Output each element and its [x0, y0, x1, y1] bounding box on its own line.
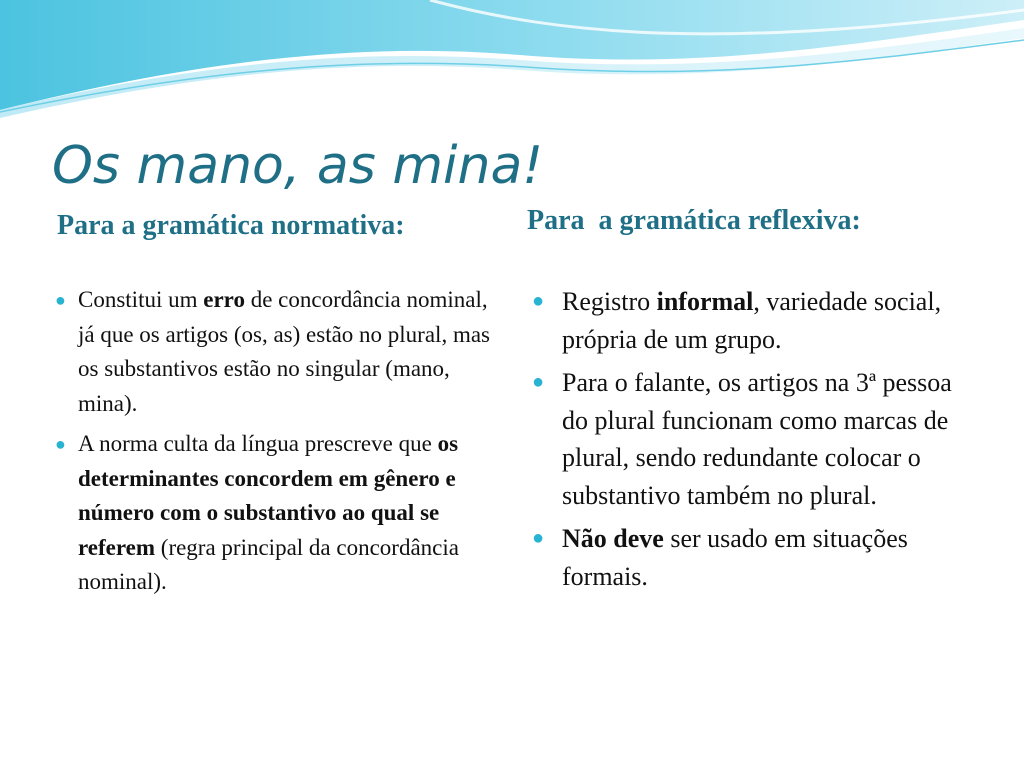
- bullet-dot-icon: ●: [55, 290, 66, 310]
- slide-title: Os mano, as mina!: [52, 136, 544, 196]
- list-item: ● Registro informal, variedade social, própria de um grupo.: [532, 283, 977, 358]
- header-wave-decoration: [0, 0, 1024, 130]
- bullet-dot-icon: ●: [532, 290, 545, 312]
- bullet-dot-icon: ●: [532, 527, 545, 549]
- bullet-dot-icon: ●: [532, 371, 545, 393]
- left-column-heading: Para a gramática normativa:: [57, 210, 405, 241]
- left-bullet-list: [55, 283, 500, 606]
- right-bullet-list: [532, 283, 977, 601]
- list-item: ● Não deve ser usado em situações formais.: [532, 520, 977, 595]
- right-column-heading: Para a gramática reflexiva:: [527, 205, 861, 236]
- list-item: ● Constitui um erro de concordância nominal, já que os artigos (os, as) estão no plural, mas os substantivos estão no singular (mano, mina).: [55, 283, 500, 421]
- list-item: ● A norma culta da língua prescreve que os determinantes concordem em gênero e número com o substantivo ao qual se referem (regra principal da concordância nominal).: [55, 427, 500, 600]
- bullet-dot-icon: ●: [55, 434, 66, 454]
- list-item: ● Para o falante, os artigos na 3ª pessoa do plural funcionam como marcas de plural, sendo redundante colocar o substantivo também no plural.: [532, 364, 977, 514]
